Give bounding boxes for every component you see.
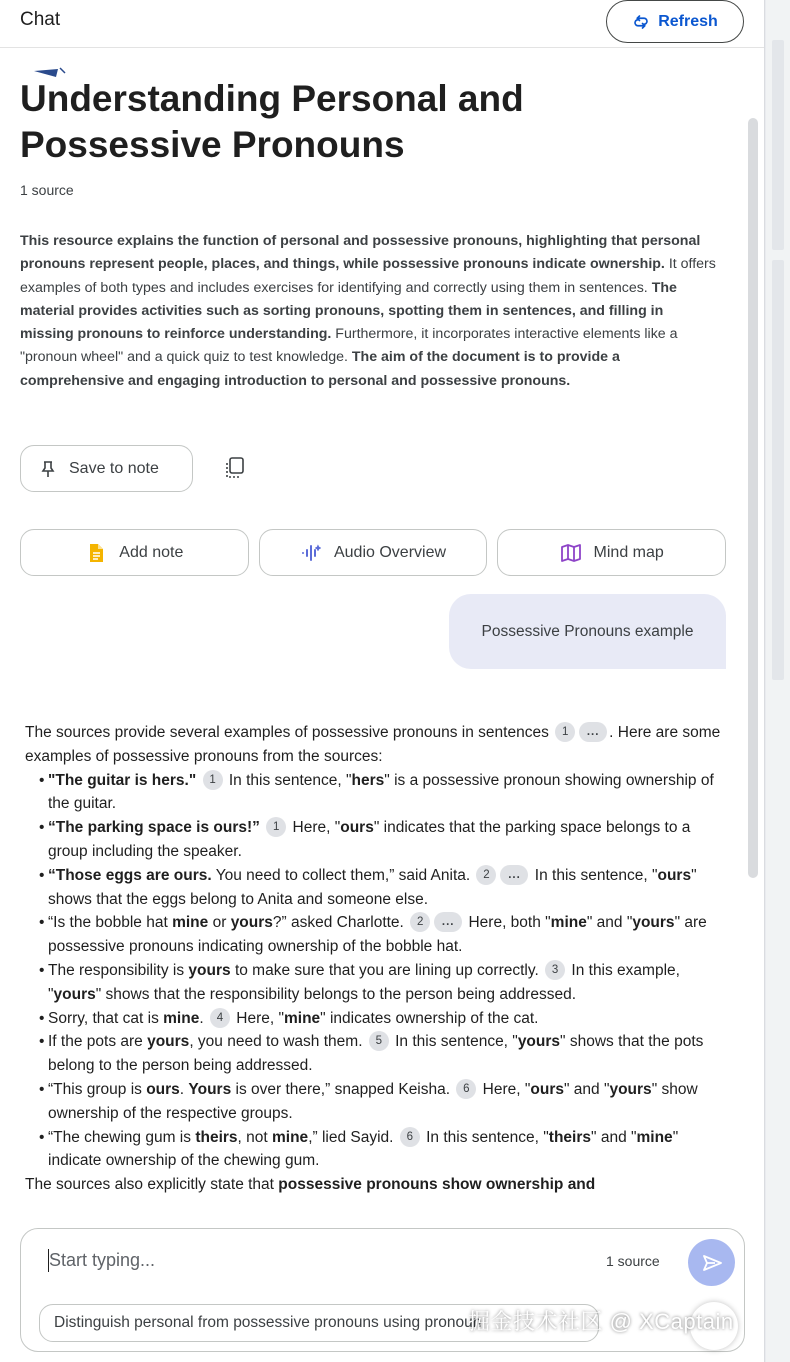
answer-list-item xyxy=(25,1126,725,1174)
answer-text: ,” lied Sayid. xyxy=(308,1128,398,1146)
summary-segment: Furthermore, it incorporates interactive elements like a "pronoun wheel" and a quick quiz to test knowledge. xyxy=(20,326,678,366)
answer-text: " and " xyxy=(591,1128,637,1146)
answer-text: Here, " xyxy=(231,1009,284,1027)
bold-text: “Those eggs are ours. xyxy=(48,866,212,884)
bold-text: theirs xyxy=(548,1128,592,1146)
citation-chip[interactable]: 4 xyxy=(210,1008,230,1028)
answer-outro xyxy=(25,1173,725,1197)
bold-text: yours xyxy=(230,914,273,932)
refresh-button[interactable] xyxy=(606,0,744,43)
answer-list-item xyxy=(25,864,725,912)
watermark-text: 掘金技术社区 @ XCaptain xyxy=(468,1309,734,1334)
answer-text: In this sentence, " xyxy=(390,1033,518,1051)
answer-text: " shows that the eggs belong to Anita and someone else. xyxy=(48,866,697,908)
answer-text: Here, " xyxy=(288,819,341,837)
answer-text: ?” asked Charlotte. xyxy=(272,914,409,932)
bold-text: Yours xyxy=(188,1080,232,1098)
citation-chip[interactable]: 2 xyxy=(410,912,430,932)
bold-text: yours xyxy=(609,1080,652,1098)
composer-source-count: 1 source xyxy=(606,1253,660,1269)
add-note-label: Add note xyxy=(119,543,184,561)
answer-intro xyxy=(25,721,725,769)
answer-text xyxy=(260,819,264,836)
answer-text: " and " xyxy=(586,914,633,932)
answer-text: Sorry, that cat is xyxy=(48,1009,164,1027)
audio-overview-button[interactable] xyxy=(259,529,488,576)
note-actions xyxy=(20,529,726,576)
bold-text: possessive pronouns show ownership and xyxy=(278,1176,596,1194)
bold-text: mine xyxy=(550,914,587,932)
chat-header-title: Chat xyxy=(20,9,61,30)
side-strip xyxy=(766,0,790,1362)
answer-text: Here, both " xyxy=(464,914,551,932)
bold-text: yours xyxy=(53,985,96,1003)
answer-list-item xyxy=(25,959,725,1007)
citation-chip[interactable]: 6 xyxy=(400,1127,420,1147)
answer-list-item xyxy=(25,1030,725,1078)
citation-chip[interactable]: ... xyxy=(579,722,607,742)
save-to-note-button[interactable] xyxy=(20,445,193,492)
chat-input[interactable]: Start typing... xyxy=(49,1250,156,1270)
answer-text: The responsibility is xyxy=(48,961,189,979)
mind-map-button[interactable] xyxy=(497,529,726,576)
side-strip-segment xyxy=(772,260,784,680)
answer-text: In this sentence, " xyxy=(224,771,352,789)
notebook-summary xyxy=(20,230,720,393)
send-button[interactable] xyxy=(688,1239,735,1286)
answer-list-item xyxy=(25,1078,725,1126)
citation-chip[interactable]: 3 xyxy=(545,960,565,980)
answer-text: In this example, " xyxy=(48,961,680,1003)
citation-chip[interactable]: ... xyxy=(434,912,462,932)
notebook-title: Understanding Personal and Possessive Pronouns xyxy=(20,78,524,165)
chat-scrollbar[interactable] xyxy=(748,118,758,878)
answer-text: “Is the bobble hat xyxy=(48,914,173,932)
answer-text: " indicates ownership of the cat. xyxy=(320,1009,539,1027)
source-count: 1 source xyxy=(20,182,74,198)
send-icon xyxy=(701,1252,723,1274)
answer-list-item xyxy=(25,769,725,817)
citation-chip[interactable]: 2 xyxy=(476,865,496,885)
answer-text: If the pots are xyxy=(48,1033,148,1051)
summary-segment: It offers examples of both types and includes exercises for identifying and correctly using them in sentences. xyxy=(20,256,716,296)
add-note-button[interactable] xyxy=(20,529,249,576)
answer-text: is over there,” snapped Keisha. xyxy=(231,1080,455,1098)
answer-text: " and " xyxy=(563,1080,610,1098)
answer-text: to make sure that you are lining up correctly. xyxy=(230,961,544,979)
bold-text: mine xyxy=(172,914,209,932)
bold-text: mine xyxy=(163,1009,200,1027)
answer-text: The sources also explicitly state that xyxy=(25,1176,279,1194)
bold-text: ours xyxy=(146,1080,180,1098)
refresh-label: Refresh xyxy=(658,12,718,30)
citation-chip[interactable]: 6 xyxy=(456,1079,476,1099)
answer-text: The sources provide several examples of possessive pronouns in sentences xyxy=(25,724,554,741)
bold-text: yours xyxy=(517,1033,561,1051)
answer-text xyxy=(196,772,200,789)
note-icon xyxy=(85,542,107,564)
summary-segment: The aim of the document is to provide a comprehensive and engaging introduction to personal and possessive pronouns. xyxy=(20,349,620,389)
answer-text: " indicates that the parking space belongs to a group including the speaker. xyxy=(48,819,691,860)
bold-text: "The guitar is hers." xyxy=(48,771,197,789)
save-to-note-label: Save to note xyxy=(69,459,159,477)
bold-text: mine xyxy=(636,1128,673,1146)
side-strip-segment xyxy=(772,40,784,250)
chat-header xyxy=(0,0,765,48)
bold-text: ours xyxy=(657,866,692,884)
audio-overview-label: Audio Overview xyxy=(333,543,447,561)
answer-text: “This group is xyxy=(48,1080,147,1098)
answer-text: “The chewing gum is xyxy=(48,1128,196,1146)
answer-text: , not xyxy=(237,1128,272,1146)
answer-text: . Here are some examples of possessive pronouns from the sources: xyxy=(25,724,721,765)
answer-text: . xyxy=(199,1009,208,1027)
bold-text: hers xyxy=(351,771,385,789)
bold-text: “The parking space is ours!” xyxy=(48,819,260,837)
suggested-prompt-chip[interactable]: Distinguish personal from possessive pronouns using pronoun xyxy=(39,1304,599,1342)
answer-text: " are possessive pronouns indicating ownership of the bobble hat. xyxy=(48,914,707,956)
bold-text: mine xyxy=(283,1009,321,1027)
citation-chip[interactable]: 1 xyxy=(266,817,286,837)
summary-segment: This resource explains the function of personal and possessive pronouns, highlighting that personal pronouns represent people, places, and things, while possessive pronouns indicate ownership. xyxy=(20,233,701,273)
map-icon xyxy=(560,542,582,564)
answer-list-item xyxy=(25,1007,725,1031)
bold-text: yours xyxy=(147,1033,190,1051)
answer-text: " shows that the responsibility belongs to the person being addressed. xyxy=(95,985,577,1003)
citation-chip[interactable]: 1 xyxy=(203,770,223,790)
answer-text: You need to collect them,” said Anita. xyxy=(211,866,475,884)
answer-list-item xyxy=(25,816,725,864)
audio-waveform-icon xyxy=(300,542,322,564)
refresh-icon xyxy=(632,13,650,31)
answer-text: , you need to wash them. xyxy=(189,1033,367,1051)
answer-text: In this sentence, " xyxy=(530,866,658,884)
bold-text: yours xyxy=(632,914,675,932)
answer-text: " indicate ownership of the chewing gum. xyxy=(48,1128,679,1170)
user-message-bubble xyxy=(449,594,726,669)
answer-text: . xyxy=(179,1080,189,1098)
answer-example-list xyxy=(25,769,725,1174)
answer-text: Here, " xyxy=(478,1080,531,1098)
answer-text: " show ownership of the respective groups. xyxy=(48,1080,698,1122)
citation-chip[interactable]: 5 xyxy=(369,1031,389,1051)
summary-segment: The material provides activities such as sorting pronouns, spotting them in sentences, and filling in missing pronouns to reinforce understanding. xyxy=(20,279,677,343)
bold-text: mine xyxy=(272,1128,309,1146)
user-message-text: Possessive Pronouns example xyxy=(481,622,694,640)
bold-text: yours xyxy=(188,961,231,979)
answer-text: " shows that the pots belong to the person being addressed. xyxy=(48,1033,704,1075)
assistant-answer xyxy=(25,721,725,1197)
bold-text: ours xyxy=(530,1080,564,1098)
answer-text: In this sentence, " xyxy=(421,1128,549,1146)
answer-text: or xyxy=(208,914,231,932)
citation-chip[interactable]: 1 xyxy=(555,722,575,742)
answer-text: " is a possessive pronoun showing ownership of the guitar. xyxy=(48,771,714,813)
answer-list-item xyxy=(25,911,725,959)
citation-chip[interactable]: ... xyxy=(500,865,528,885)
pin-icon xyxy=(41,460,55,478)
copy-icon[interactable] xyxy=(224,456,246,480)
mind-map-label: Mind map xyxy=(593,543,664,561)
bold-text: theirs xyxy=(195,1128,238,1146)
bold-text: ours xyxy=(340,819,374,837)
